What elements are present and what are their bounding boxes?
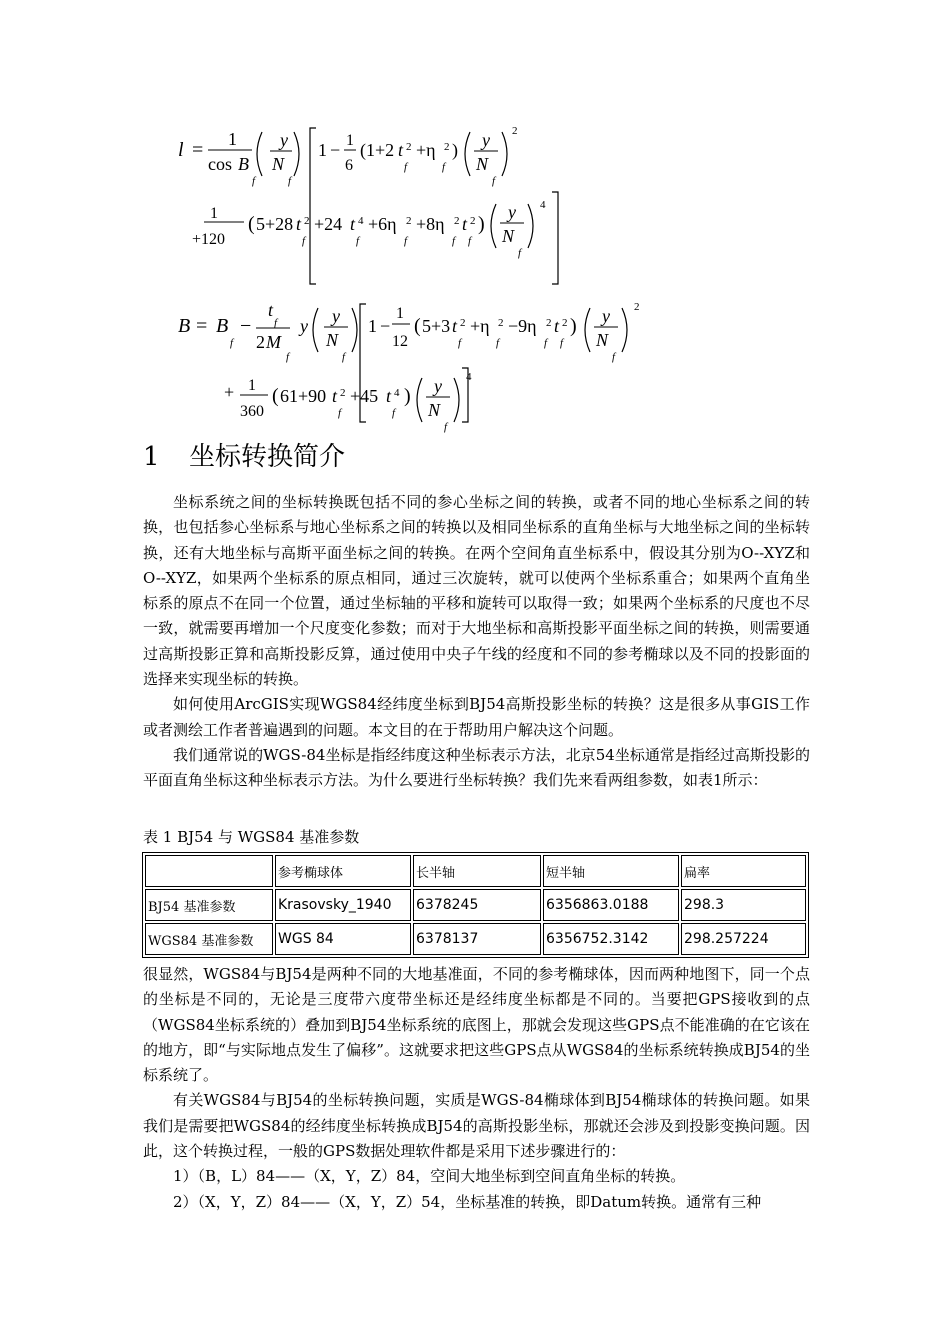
svg-text:f: f — [302, 235, 306, 247]
table-cell: 6356752.3142 — [543, 923, 679, 955]
svg-text:+8η: +8η — [416, 214, 445, 234]
svg-text:f: f — [286, 351, 290, 363]
svg-text:(: ( — [272, 385, 279, 407]
list-item: 2）（X，Y，Z）84——（X，Y，Z）54，坐标基准的转换，即Datum转换。通常有三种 — [173, 1192, 762, 1211]
svg-text:−: − — [240, 315, 252, 337]
svg-text:4: 4 — [394, 387, 400, 399]
svg-text:1: 1 — [210, 205, 218, 222]
analysis-paragraphs — [143, 962, 810, 1215]
svg-text:+η: +η — [416, 140, 436, 160]
svg-text:2: 2 — [256, 332, 265, 352]
list-item: 1）（B，L）84——（X，Y，Z）84，空间大地坐标到空间直角坐标的转换。 — [173, 1167, 686, 1186]
svg-text:N: N — [272, 154, 285, 174]
svg-text:f: f — [444, 421, 448, 433]
svg-text:2: 2 — [470, 215, 476, 227]
svg-text:1: 1 — [228, 129, 237, 149]
svg-text:f: f — [544, 337, 548, 349]
svg-text:+120: +120 — [192, 231, 226, 248]
svg-text:+η: +η — [470, 316, 490, 336]
svg-text:f: f — [452, 235, 456, 247]
svg-text:2: 2 — [634, 301, 640, 313]
svg-text:f: f — [356, 235, 360, 247]
svg-text:(1+2: (1+2 — [360, 140, 395, 160]
svg-text:cos: cos — [208, 154, 232, 174]
svg-text:−: − — [330, 140, 341, 160]
formula-l — [178, 125, 518, 284]
section-number: 1 — [143, 442, 160, 472]
svg-text:y: y — [280, 130, 288, 150]
svg-text:N: N — [326, 330, 339, 350]
svg-text:f: f — [230, 337, 234, 349]
paragraph: 有关WGS84与BJ54的坐标转换问题，实质是WGS-84椭球体到BJ54椭球体的转换问题。如果我们是需要把WGS84的经纬度坐标转换成BJ54的高斯投影坐标，那就还会涉及到投影变换问题。因此，这个转换过程，一般的GPS数据处理软件都是采用下述步骤进行的： — [143, 1091, 810, 1161]
svg-text:t: t — [398, 140, 404, 160]
svg-text:t: t — [386, 386, 392, 406]
svg-text:f: f — [468, 235, 472, 247]
svg-text:f: f — [342, 351, 346, 363]
table-cell: 6356863.0188 — [543, 889, 679, 921]
svg-text:2: 2 — [340, 387, 346, 399]
svg-text:2: 2 — [444, 141, 450, 153]
svg-text:): ) — [404, 385, 411, 407]
table-caption: 表 1 BJ54 与 WGS84 基准参数 — [143, 828, 360, 846]
svg-text:(: ( — [248, 213, 255, 235]
svg-text:+24: +24 — [314, 214, 343, 234]
svg-text:2: 2 — [546, 317, 552, 329]
svg-text:f: f — [496, 337, 500, 349]
svg-text:2: 2 — [562, 317, 568, 329]
table-header-cell — [145, 855, 273, 887]
svg-text:f: f — [560, 337, 564, 349]
table-header-row — [145, 855, 806, 887]
table-cell: 298.257224 — [681, 923, 806, 955]
svg-text:y: y — [332, 306, 340, 326]
paragraph: 我们通常说的WGS-84坐标是指经纬度这种坐标表示方法，北京54坐标通常是指经过高斯投影的平面直角坐标这种坐标表示方法。为什么要进行坐标转换？我们先来看两组参数，如表1所示： — [143, 745, 810, 790]
svg-text:360: 360 — [240, 403, 264, 420]
svg-text:N: N — [428, 400, 441, 420]
svg-text:12: 12 — [392, 333, 408, 350]
table-cell: 6378137 — [413, 923, 541, 955]
svg-text:f: f — [338, 407, 342, 419]
svg-text:4: 4 — [466, 371, 472, 383]
table-cell: 298.3 — [681, 889, 806, 921]
svg-text:f: f — [288, 175, 292, 187]
datum-parameter-table — [142, 852, 809, 958]
table-row — [145, 923, 806, 955]
table-cell: BJ54 基准参数 — [145, 889, 273, 921]
svg-text:2: 2 — [304, 215, 310, 227]
svg-text:f: f — [404, 235, 408, 247]
svg-text:): ) — [478, 213, 485, 235]
svg-text:6: 6 — [345, 157, 353, 174]
svg-text:B: B — [178, 315, 191, 337]
formula-l-continued — [192, 192, 558, 284]
svg-text:2: 2 — [454, 215, 460, 227]
svg-text:): ) — [452, 140, 458, 160]
svg-text:f: f — [404, 161, 408, 173]
svg-text:l: l — [178, 139, 184, 161]
svg-text:N: N — [502, 226, 515, 246]
svg-text:2: 2 — [498, 317, 504, 329]
table-header-cell: 长半轴 — [413, 855, 541, 887]
svg-text:f: f — [458, 337, 462, 349]
svg-text:+: + — [224, 382, 235, 402]
svg-text:t: t — [332, 386, 338, 406]
projection-formulas — [160, 112, 700, 442]
paragraph: 如何使用ArcGIS实现WGS84经纬度坐标到BJ54高斯投影坐标的转换？这是很多从事GIS工作或者测绘工作者普遍遇到的问题。本文目的在于帮助用户解决这个问题。 — [143, 695, 810, 739]
svg-text:1: 1 — [368, 316, 377, 336]
svg-text:1: 1 — [248, 377, 256, 394]
svg-text:y: y — [482, 130, 490, 150]
table-cell: 6378245 — [413, 889, 541, 921]
svg-text:2: 2 — [406, 215, 412, 227]
svg-text:y: y — [434, 376, 442, 396]
svg-text:B: B — [238, 154, 249, 174]
svg-text:61+90: 61+90 — [280, 386, 327, 406]
section-heading — [143, 436, 345, 473]
table-cell: Krasovsky_1940 — [275, 889, 411, 921]
svg-text:+45: +45 — [350, 386, 379, 406]
svg-text:t: t — [452, 316, 458, 336]
table-row — [145, 889, 806, 921]
svg-text:f: f — [274, 317, 278, 329]
svg-text:1: 1 — [318, 140, 327, 160]
svg-text:): ) — [570, 315, 577, 337]
svg-text:2: 2 — [406, 141, 412, 153]
svg-text:=: = — [192, 139, 204, 161]
table-header-cell: 短半轴 — [543, 855, 679, 887]
svg-text:y: y — [300, 316, 308, 336]
svg-text:4: 4 — [540, 199, 546, 211]
svg-text:t: t — [554, 316, 560, 336]
svg-text:−9η: −9η — [508, 316, 537, 336]
svg-text:(: ( — [414, 315, 421, 337]
table-cell: WGS84 基准参数 — [145, 923, 273, 955]
svg-text:y: y — [508, 202, 516, 222]
table-cell: WGS 84 — [275, 923, 411, 955]
paragraph: 坐标系统之间的坐标转换既包括不同的参心坐标之间的转换，或者不同的地心坐标系之间的转换，也包括参心坐标系与地心坐标系之间的转换以及相同坐标系的直角坐标与大地坐标之间的坐标转换，还有大地坐标与高斯平面坐标之间的转换。在两个空间角直坐标系中，假设其分别为O--XYZ和O--XYZ，如果两个坐标系的原点相同，通过三次旋转，就可以使两个坐标系重合；如果两个直角坐标系的原点不在同一个位置，通过坐标轴的平移和旋转可以取得一致；如果两个坐标系的尺度也不尽一致，就需要再增加一个尺度变化参数；而对于大地坐标和高斯投影平面坐标之间的转换，则需要通过高斯投影正算和高斯投影反算，通过使用中央子午线的经度和不同的参考椭球以及不同的投影面的选择来实现坐标的转换。 — [143, 493, 810, 689]
section-title: 坐标转换简介 — [189, 442, 346, 472]
intro-paragraphs — [143, 490, 810, 794]
table-header-cell: 参考椭球体 — [275, 855, 411, 887]
svg-text:f: f — [492, 175, 496, 187]
svg-text:1: 1 — [396, 305, 404, 322]
paragraph: 很显然，WGS84与BJ54是两种不同的大地基准面，不同的参考椭球体，因而两种地图下，同一个点的坐标是不同的，无论是三度带六度带坐标还是经纬度坐标都是不同的。当要把GPS接收到的点（WGS84坐标系统的）叠加到BJ54坐标系统的底图上，那就会发现这些GPS点不能准确的在它该在的地方，即“与实际地点发生了偏移”。这就要求把这些GPS点从WGS84的坐标系统转换成BJ54的坐标系统了。 — [143, 965, 810, 1085]
svg-text:t: t — [296, 214, 302, 234]
svg-text:4: 4 — [358, 215, 364, 227]
svg-text:f: f — [252, 175, 256, 187]
svg-text:t: t — [268, 300, 274, 320]
svg-text:5+3: 5+3 — [422, 316, 451, 336]
svg-text:f: f — [518, 247, 522, 259]
svg-text:M: M — [266, 332, 281, 352]
svg-text:N: N — [596, 330, 609, 350]
svg-text:N: N — [476, 154, 489, 174]
svg-text:t: t — [462, 214, 468, 234]
svg-text:2: 2 — [460, 317, 466, 329]
svg-text:f: f — [442, 161, 446, 173]
svg-text:5+28: 5+28 — [256, 214, 294, 234]
svg-text:1: 1 — [346, 132, 354, 149]
svg-text:f: f — [392, 407, 396, 419]
svg-text:t: t — [350, 214, 356, 234]
table-header-cell: 扁率 — [681, 855, 806, 887]
svg-text:2: 2 — [512, 125, 518, 137]
formula-b-continued — [224, 368, 472, 433]
svg-text:f: f — [612, 351, 616, 363]
svg-text:=: = — [196, 315, 208, 337]
svg-text:+6η: +6η — [368, 214, 397, 234]
svg-text:y: y — [602, 306, 610, 326]
svg-text:B: B — [216, 315, 229, 337]
svg-text:−: − — [380, 316, 391, 336]
